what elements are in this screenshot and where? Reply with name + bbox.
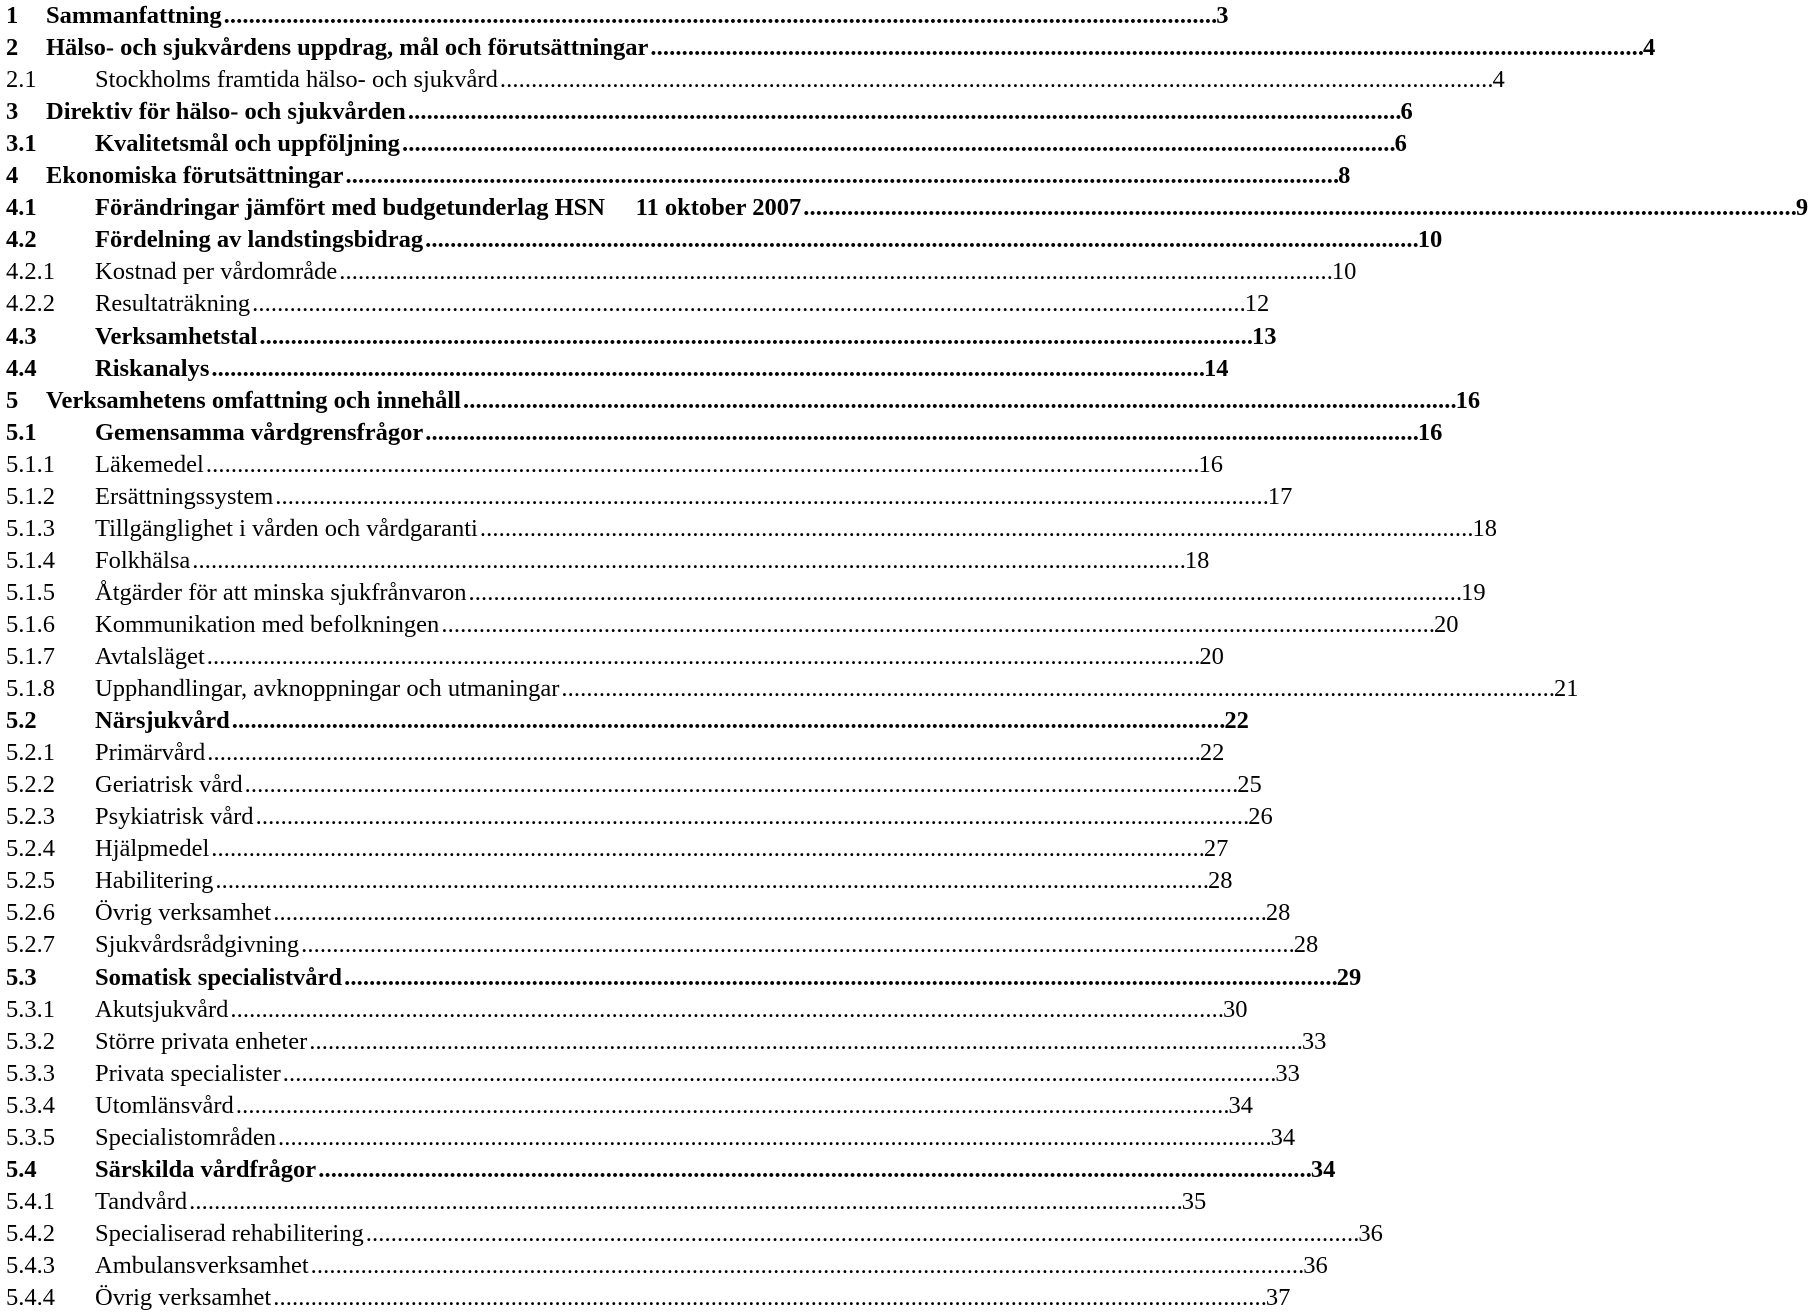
toc-entry-title: Hälso- och sjukvårdens uppdrag, mål och förutsättningar [46, 34, 649, 62]
toc-dot-leader [441, 609, 1432, 641]
toc-dot-leader [425, 224, 1416, 256]
toc-entry-number: 3.1 [6, 130, 37, 158]
toc-entry-number: 5.3.4 [6, 1091, 55, 1119]
toc-entry-page-number: 25 [1237, 771, 1262, 799]
toc-entry-number: 5.1.2 [6, 482, 55, 510]
toc-entry-number: 5 [6, 386, 19, 414]
toc-entry[interactable] [6, 481, 1293, 513]
toc-entry-title: Gemensamma vårdgrensfrågor [95, 418, 424, 446]
toc-entry[interactable] [6, 513, 1497, 545]
toc-entry-number: 4.1 [6, 194, 37, 222]
toc-entry-page-number: 6 [1394, 130, 1407, 158]
toc-entry-title: Upphandlingar, avknoppningar och utmaningar [95, 675, 560, 703]
toc-entry-number: 5.1.7 [6, 643, 55, 670]
toc-dot-leader [480, 513, 1471, 545]
toc-entry-title: Verksamhetstal [95, 322, 258, 350]
toc-entry-page-number: 21 [1554, 675, 1579, 703]
toc-entry-number: 2.1 [6, 66, 37, 94]
toc-entry[interactable] [6, 769, 1262, 801]
toc-entry-number: 5.1.3 [6, 514, 55, 542]
toc-dot-leader [318, 1154, 1309, 1186]
toc-entry-page-number: 33 [1301, 1027, 1327, 1055]
toc-dot-leader [311, 1250, 1302, 1282]
toc-entry-title: Närsjukvård [95, 707, 230, 735]
toc-entry-page-number: 17 [1267, 482, 1293, 510]
toc-dot-leader [561, 673, 1552, 705]
toc-dot-leader [283, 1058, 1274, 1090]
toc-dot-leader [252, 288, 1243, 320]
toc-entry-title: Ambulansverksamhet [95, 1251, 309, 1279]
toc-entry-number: 5.2.6 [6, 899, 55, 927]
toc-entry-title: Större privata enheter [95, 1027, 308, 1055]
toc-entry-number: 5.2.3 [6, 803, 55, 831]
toc-entry-number: 4.4 [6, 354, 37, 382]
toc-entry-number: 5.4.2 [6, 1219, 55, 1247]
toc-entry-page-number: 4 [1492, 66, 1505, 94]
toc-entry-page-number: 28 [1208, 867, 1233, 895]
toc-entry-page-number: 10 [1417, 226, 1443, 254]
toc-entry-title: Specialiserad rehabilitering [95, 1219, 364, 1247]
toc-entry-title: Kvalitetsmål och uppföljning [95, 130, 400, 158]
toc-entry-number: 5.4.3 [6, 1251, 55, 1279]
toc-entry-page-number: 34 [1310, 1155, 1336, 1183]
toc-entry[interactable] [6, 353, 1229, 385]
toc-entry-number: 2 [6, 34, 19, 62]
toc-entry-number: 4.2.2 [6, 290, 55, 318]
toc-entry-number: 5.2.5 [6, 867, 55, 895]
toc-entry[interactable] [6, 1122, 1296, 1154]
toc-dot-leader [425, 417, 1416, 449]
toc-entry[interactable] [6, 609, 1459, 641]
toc-dot-leader [345, 160, 1336, 192]
toc-entry-number: 5.2.7 [6, 931, 55, 959]
toc-entry-title: Ekonomiska förutsättningar [46, 162, 344, 190]
toc-dot-leader [803, 192, 1794, 224]
toc-entry-page-number: 19 [1461, 578, 1486, 606]
toc-entry-title: Sammanfattning [46, 2, 222, 29]
toc-entry[interactable] [6, 0, 1229, 32]
toc-entry-number: 5.3 [6, 963, 37, 991]
toc-entry-number: 5.3.1 [6, 995, 55, 1023]
toc-entry-page-number: 20 [1199, 643, 1224, 670]
toc-entry-number: 4.2 [6, 226, 37, 254]
toc-entry-page-number: 8 [1338, 162, 1351, 190]
toc-entry-title: Förändringar jämfört med budgetunderlag HSN 11 oktober 2007 [95, 194, 802, 222]
toc-entry-title: Specialistområden [95, 1123, 276, 1151]
toc-entry[interactable] [6, 545, 1210, 577]
toc-entry[interactable] [6, 1154, 1336, 1186]
toc-entry[interactable] [6, 833, 1229, 865]
toc-dot-leader [232, 705, 1223, 737]
toc-entry-page-number: 37 [1265, 1284, 1291, 1311]
toc-entry-title: Avtalsläget [95, 643, 205, 670]
toc-entry-page-number: 4 [1642, 34, 1656, 62]
toc-entry[interactable] [6, 1026, 1327, 1058]
toc-entry-number: 5.2.2 [6, 771, 55, 799]
toc-dot-leader [278, 1122, 1269, 1154]
toc-entry-number: 5.4.4 [6, 1284, 55, 1311]
toc-entry-title: Riskanalys [95, 354, 210, 382]
toc-entry-number: 5.3.5 [6, 1123, 55, 1151]
toc-entry[interactable] [6, 64, 1505, 96]
toc-entry[interactable] [6, 962, 1362, 994]
toc-entry-title: Primärvård [95, 739, 206, 767]
toc-entry-title: Privata specialister [95, 1059, 281, 1087]
toc-dot-leader [211, 833, 1202, 865]
toc-entry-page-number: 36 [1303, 1251, 1328, 1279]
toc-entry-page-number: 22 [1199, 739, 1225, 767]
toc-dot-leader [224, 0, 1215, 32]
toc-entry-page-number: 22 [1224, 707, 1249, 735]
toc-entry[interactable] [6, 192, 1808, 224]
toc-entry-title: Kommunikation med befolkningen [95, 610, 440, 638]
toc-dot-leader [245, 769, 1236, 801]
toc-entry[interactable] [6, 1250, 1328, 1282]
toc-entry-title: Läkemedel [95, 450, 204, 478]
toc-entry[interactable] [6, 224, 1443, 256]
toc-entry[interactable] [6, 737, 1225, 769]
toc-entry[interactable] [6, 256, 1357, 288]
toc-entry-page-number: 26 [1248, 803, 1273, 831]
toc-entry-number: 5.2.4 [6, 835, 55, 863]
toc-entry-page-number: 20 [1433, 610, 1459, 638]
toc-dot-leader [500, 64, 1491, 96]
toc-entry-number: 3 [6, 98, 19, 126]
toc-entry-page-number: 13 [1252, 322, 1277, 350]
toc-entry-number: 4.3 [6, 322, 37, 350]
toc-entry-title: Stockholms framtida hälso- och sjukvård [95, 66, 498, 94]
toc-dot-leader [189, 1186, 1180, 1218]
toc-entry-number: 4.2.1 [6, 258, 55, 286]
toc-entry-page-number: 16 [1417, 418, 1443, 446]
toc-entry-page-number: 36 [1358, 1219, 1383, 1247]
toc-entry-title: Hjälpmedel [95, 835, 210, 863]
toc-entry-page-number: 27 [1203, 835, 1229, 863]
toc-entry[interactable] [6, 705, 1249, 737]
toc-entry[interactable] [6, 929, 1319, 961]
toc-dot-leader [275, 481, 1266, 513]
toc-dot-leader [273, 897, 1264, 929]
toc-dot-leader [259, 321, 1250, 353]
toc-dot-leader [468, 577, 1459, 609]
toc-entry[interactable] [6, 1186, 1207, 1218]
toc-entry[interactable] [6, 128, 1407, 160]
toc-entry-title: Geriatrisk vård [95, 771, 243, 799]
toc-dot-leader [215, 865, 1206, 897]
toc-entry-title: Sjukvårdsrådgivning [95, 931, 300, 959]
toc-entry-number: 5.1.6 [6, 610, 55, 638]
toc-entry-page-number: 18 [1472, 514, 1497, 542]
toc-entry-page-number: 14 [1204, 354, 1229, 382]
toc-entry-page-number: 6 [1400, 98, 1413, 126]
toc-entry-page-number: 28 [1293, 931, 1319, 959]
toc-entry-page-number: 16 [1455, 386, 1481, 414]
toc-entry[interactable] [6, 160, 1351, 192]
toc-dot-leader [207, 641, 1198, 673]
toc-entry-title: Direktiv för hälso- och sjukvården [46, 98, 406, 126]
toc-entry[interactable] [6, 32, 1656, 64]
toc-entry-page-number: 3 [1216, 2, 1229, 29]
toc-dot-leader [344, 962, 1335, 994]
toc-dot-leader [256, 801, 1247, 833]
toc-entry[interactable] [6, 865, 1233, 897]
toc-entry[interactable] [6, 288, 1270, 320]
toc-entry[interactable] [6, 385, 1481, 417]
toc-dot-leader [650, 32, 1641, 64]
toc-entry-number: 5.2 [6, 707, 37, 735]
toc-entry-number: 5.1.4 [6, 546, 55, 574]
toc-entry-title: Somatisk specialistvård [95, 963, 343, 991]
toc-entry-number: 5.1.5 [6, 578, 55, 606]
toc-entry-page-number: 18 [1184, 546, 1210, 574]
toc-dot-leader [402, 128, 1393, 160]
toc-entry-page-number: 30 [1223, 995, 1248, 1023]
toc-entry-title: Övrig verksamhet [95, 899, 272, 927]
toc-entry-title: Folkhälsa [95, 546, 191, 574]
toc-entry-title: Akutsjukvård [95, 995, 229, 1023]
toc-entry[interactable] [6, 1218, 1383, 1250]
toc-entry-number: 4 [6, 162, 19, 190]
toc-entry-page-number: 9 [1795, 194, 1808, 222]
toc-entry-page-number: 34 [1228, 1091, 1253, 1119]
toc-entry-number: 1 [6, 2, 19, 29]
toc-entry-number: 5.3.2 [6, 1027, 55, 1055]
toc-entry-page-number: 34 [1270, 1123, 1296, 1151]
toc-entry[interactable] [6, 641, 1224, 673]
toc-entry-title: Ersättningssystem [95, 482, 274, 510]
toc-entry-title: Resultaträkning [95, 290, 251, 318]
toc-entry[interactable] [6, 1058, 1300, 1090]
toc-dot-leader [230, 994, 1221, 1026]
toc-entry-page-number: 35 [1181, 1187, 1207, 1215]
toc-dot-leader [309, 1026, 1300, 1058]
toc-entry-number: 5.2.1 [6, 739, 55, 767]
toc-entry[interactable] [6, 449, 1223, 481]
toc-entry-page-number: 28 [1265, 899, 1291, 927]
toc-entry-title: Utomlänsvård [95, 1091, 234, 1119]
toc-entry-page-number: 16 [1198, 450, 1223, 478]
toc-entry-number: 5.1.1 [6, 450, 55, 478]
toc-entry[interactable] [6, 801, 1273, 833]
toc-dot-leader [207, 737, 1198, 769]
toc-entry-number: 5.3.3 [6, 1059, 55, 1087]
toc-dot-leader [408, 96, 1399, 128]
toc-dot-leader [301, 929, 1292, 961]
toc-dot-leader [206, 449, 1197, 481]
toc-entry[interactable] [6, 577, 1486, 609]
toc-entry[interactable] [6, 897, 1291, 929]
toc-entry-title: Psykiatrisk vård [95, 803, 254, 831]
toc-entry-title: Kostnad per vårdområde [95, 258, 338, 286]
toc-entry[interactable] [6, 1090, 1253, 1122]
toc-entry-title: Habilitering [95, 867, 214, 895]
toc-dot-leader [339, 256, 1330, 288]
toc-entry-title: Tillgänglighet i vården och vårdgaranti [95, 514, 478, 542]
toc-entry[interactable] [6, 1282, 1291, 1314]
toc-entry-title: Verksamhetens omfattning och innehåll [46, 386, 461, 414]
toc-entry-page-number: 33 [1275, 1059, 1300, 1087]
toc-dot-leader [273, 1282, 1264, 1314]
toc-dot-leader [192, 545, 1183, 577]
toc-entry-number: 5.1 [6, 418, 37, 446]
toc-entry-number: 5.4 [6, 1155, 37, 1183]
toc-entry-title: Åtgärder för att minska sjukfrånvaron [95, 578, 467, 606]
toc-entry[interactable] [6, 994, 1248, 1026]
toc-entry[interactable] [6, 96, 1413, 128]
toc-entry[interactable] [6, 417, 1443, 449]
toc-entry-page-number: 10 [1331, 258, 1357, 286]
toc-entry-number: 5.1.8 [6, 675, 55, 703]
toc-dot-leader [211, 353, 1202, 385]
toc-dot-leader [236, 1090, 1227, 1122]
toc-dot-leader [463, 385, 1454, 417]
toc-entry-page-number: 12 [1244, 290, 1270, 318]
toc-entry-number: 5.4.1 [6, 1187, 55, 1215]
toc-entry[interactable] [6, 673, 1579, 705]
toc-entry[interactable] [6, 321, 1277, 353]
toc-entry-title: Övrig verksamhet [95, 1284, 272, 1311]
toc-entry-page-number: 29 [1336, 963, 1362, 991]
toc-entry-title: Fördelning av landstingsbidrag [95, 226, 424, 254]
toc-entry-title: Särskilda vårdfrågor [95, 1155, 317, 1183]
toc-dot-leader [366, 1218, 1357, 1250]
toc-entry-title: Tandvård [95, 1187, 188, 1215]
